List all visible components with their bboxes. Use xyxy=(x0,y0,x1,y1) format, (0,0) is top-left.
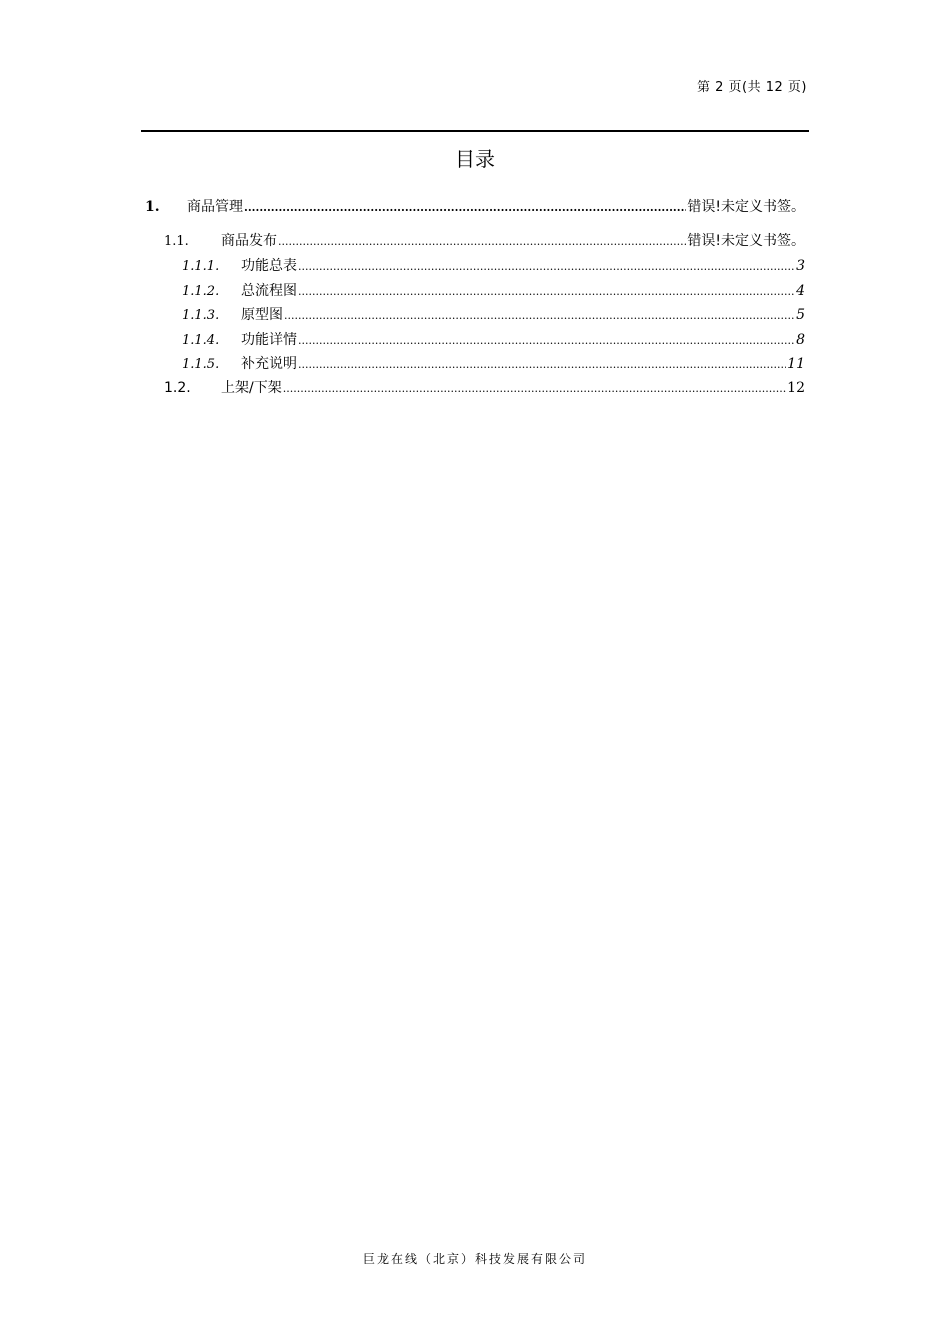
toc-entry-number: 1. xyxy=(145,199,160,215)
toc-entry-page: 3 xyxy=(796,258,805,274)
footer-company-name: 巨龙在线（北京）科技发展有限公司 xyxy=(362,1252,587,1266)
header-rule xyxy=(141,130,809,132)
toc-leader-dots xyxy=(298,282,795,302)
toc-entry[interactable] xyxy=(141,330,805,350)
toc-entry-label: 商品管理 xyxy=(187,199,243,215)
toc-entry-label: 总流程图 xyxy=(241,283,297,299)
toc-entry-number: 1.1.5. xyxy=(182,357,220,372)
toc-entry[interactable] xyxy=(141,305,805,325)
toc-entry-number: 1.1.2. xyxy=(182,284,220,299)
toc-entry-number: 1.1. xyxy=(164,234,189,249)
toc-entry-number: 1.1.1. xyxy=(182,259,220,274)
toc-entry-page: 11 xyxy=(787,356,805,372)
toc-entry-label: 补充说明 xyxy=(241,356,297,372)
toc-entry-page: 12 xyxy=(787,380,805,396)
toc-entry-page: 5 xyxy=(796,307,805,323)
toc-entry-label: 商品发布 xyxy=(221,233,277,249)
toc-leader-dots xyxy=(298,331,795,351)
toc-entry-page: 错误!未定义书签。 xyxy=(687,199,805,215)
toc-entry[interactable] xyxy=(141,354,805,374)
toc-leader-dots xyxy=(298,257,795,277)
toc-title: 目录 xyxy=(455,147,495,171)
toc-entry-page: 4 xyxy=(796,283,805,299)
toc-leader-dots xyxy=(284,306,795,326)
toc-leader-dots xyxy=(244,198,686,218)
toc-entry[interactable] xyxy=(141,256,805,276)
toc-entry[interactable] xyxy=(141,231,805,251)
toc-entry-label: 功能详情 xyxy=(241,332,297,348)
toc-entry-label: 功能总表 xyxy=(241,258,297,274)
toc-entry-number: 1.1.4. xyxy=(182,333,220,348)
toc-entry[interactable] xyxy=(141,197,805,217)
page-indicator: 第 2 页(共 12 页) xyxy=(697,80,807,95)
toc-entry[interactable] xyxy=(141,378,805,398)
toc-entry-page: 错误!未定义书签。 xyxy=(687,233,805,249)
toc-leader-dots xyxy=(298,355,786,375)
toc-entry-page: 8 xyxy=(796,332,805,348)
toc-entry-label: 上架/下架 xyxy=(221,380,282,396)
toc-entry[interactable] xyxy=(141,281,805,301)
toc-entry-number: 1.1.3. xyxy=(182,308,220,323)
toc-entry-label: 原型图 xyxy=(241,307,283,323)
toc-entry-number: 1.2. xyxy=(164,380,191,396)
toc-leader-dots xyxy=(283,379,786,399)
toc-leader-dots xyxy=(278,232,686,252)
